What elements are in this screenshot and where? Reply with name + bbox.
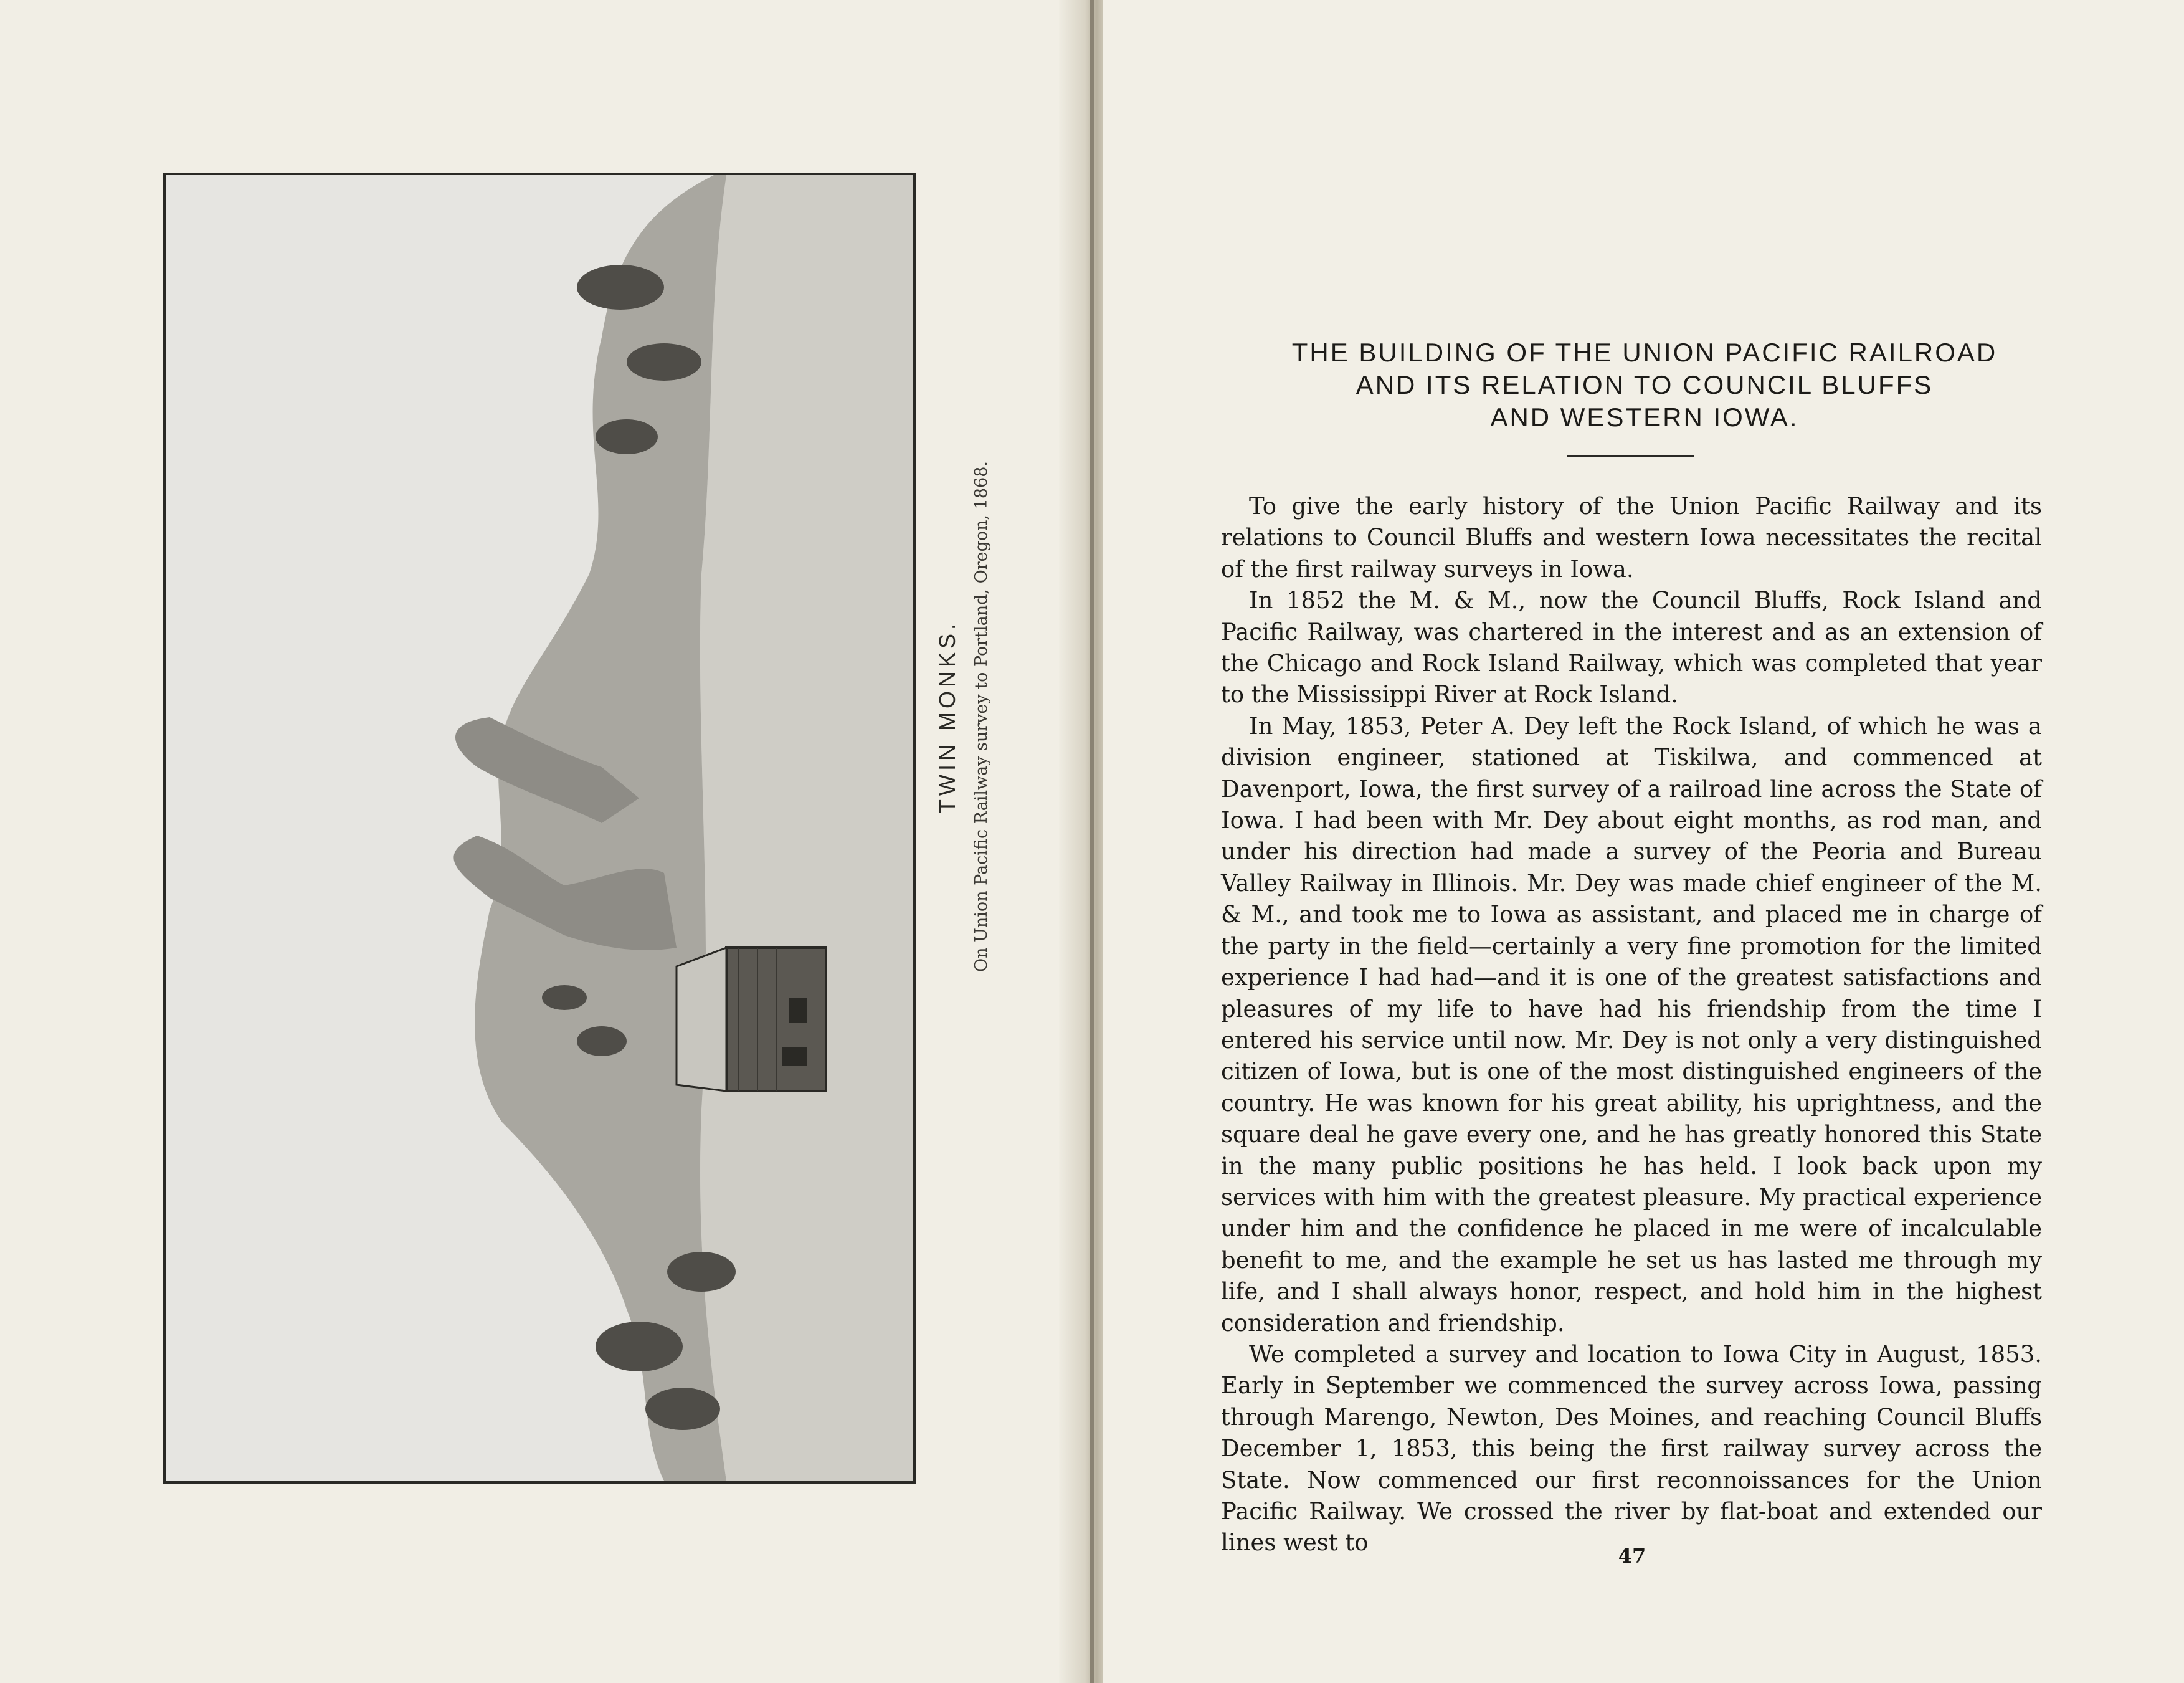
paragraph: In 1852 the M. & M., now the Council Bluffs, Rock Island and Pacific Railway, was chartered in the interest and as an extension of the Chicago and Rock Island Railway, which was completed that year to the Mississippi River at Rock Island. xyxy=(1221,587,2042,708)
illustration-plate xyxy=(163,173,916,1484)
heading-rule xyxy=(1567,455,1694,457)
binding-edge xyxy=(1090,0,1094,1683)
log-cabin xyxy=(677,948,826,1091)
heading-line: THE BUILDING OF THE UNION PACIFIC RAILROAD xyxy=(1291,338,1998,367)
plate-caption-subtitle: On Union Pacific Railway survey to Portland, Oregon, 1868. xyxy=(972,461,991,972)
ground xyxy=(700,175,913,1481)
left-page xyxy=(0,0,1087,1683)
heading-line: AND WESTERN IOWA. xyxy=(1490,403,1799,432)
body-text xyxy=(1221,491,2042,1559)
twin-monks-illustration xyxy=(166,175,913,1481)
paragraph: We completed a survey and location to Iowa City in August, 1853. Early in September we commenced the survey across Iowa, passing through Marengo, Newton, Des Moines, and reaching Council Bluffs December 1, 1853, this being the first railway survey across the State. Now commenced our first reconnoissances for the Union Pacific Railway. We crossed the river by flat-boat and extended our lines west to xyxy=(1221,1340,2042,1557)
page-number: 47 xyxy=(1618,1544,1646,1568)
plate-caption xyxy=(934,249,1022,1184)
heading-line: AND ITS RELATION TO COUNCIL BLUFFS xyxy=(1356,370,1934,399)
plate-caption-title: TWIN MONKS. xyxy=(934,620,960,813)
chapter-heading xyxy=(1208,336,2081,434)
paragraph: In May, 1853, Peter A. Dey left the Rock Island, of which he was a division engineer, stationed at Tiskilwa, and commenced at Davenport, Iowa, the first survey of a railroad line across the State of Iowa. I had been with Mr. Dey about eight months, as rod man, and under his direction had made a survey of the Peoria and Bureau Valley Railway in Illinois. Mr. Dey was made chief engineer of the M. & M., and took me to Iowa as assistant, and placed me in charge of the party in the field—certainly a very fine promotion for the limited experience I had had—and it is one of the greatest satisfactions and pleasures of my life to have had his friendship from the time I entered his service until now. Mr. Dey is not only a very distinguished citizen of Iowa, but is one of the most distinguished engineers of the country. He was known for his great ability, his uprightness, and the square deal he gave every one, and he has greatly honored this State in the many public positions he has held. I look back upon my services with him with the greatest pleasure. My practical experience under him and the confidence he placed in me were of incalculable benefit to me, and the example he set us has lasted me through my life, and I shall always honor, respect, and hold him in the highest consideration and friendship. xyxy=(1221,712,2042,1337)
paragraph: To give the early history of the Union Pacific Railway and its relations to Council Bluffs and western Iowa necessitates the recital of the first railway surveys in Iowa. xyxy=(1221,493,2042,583)
